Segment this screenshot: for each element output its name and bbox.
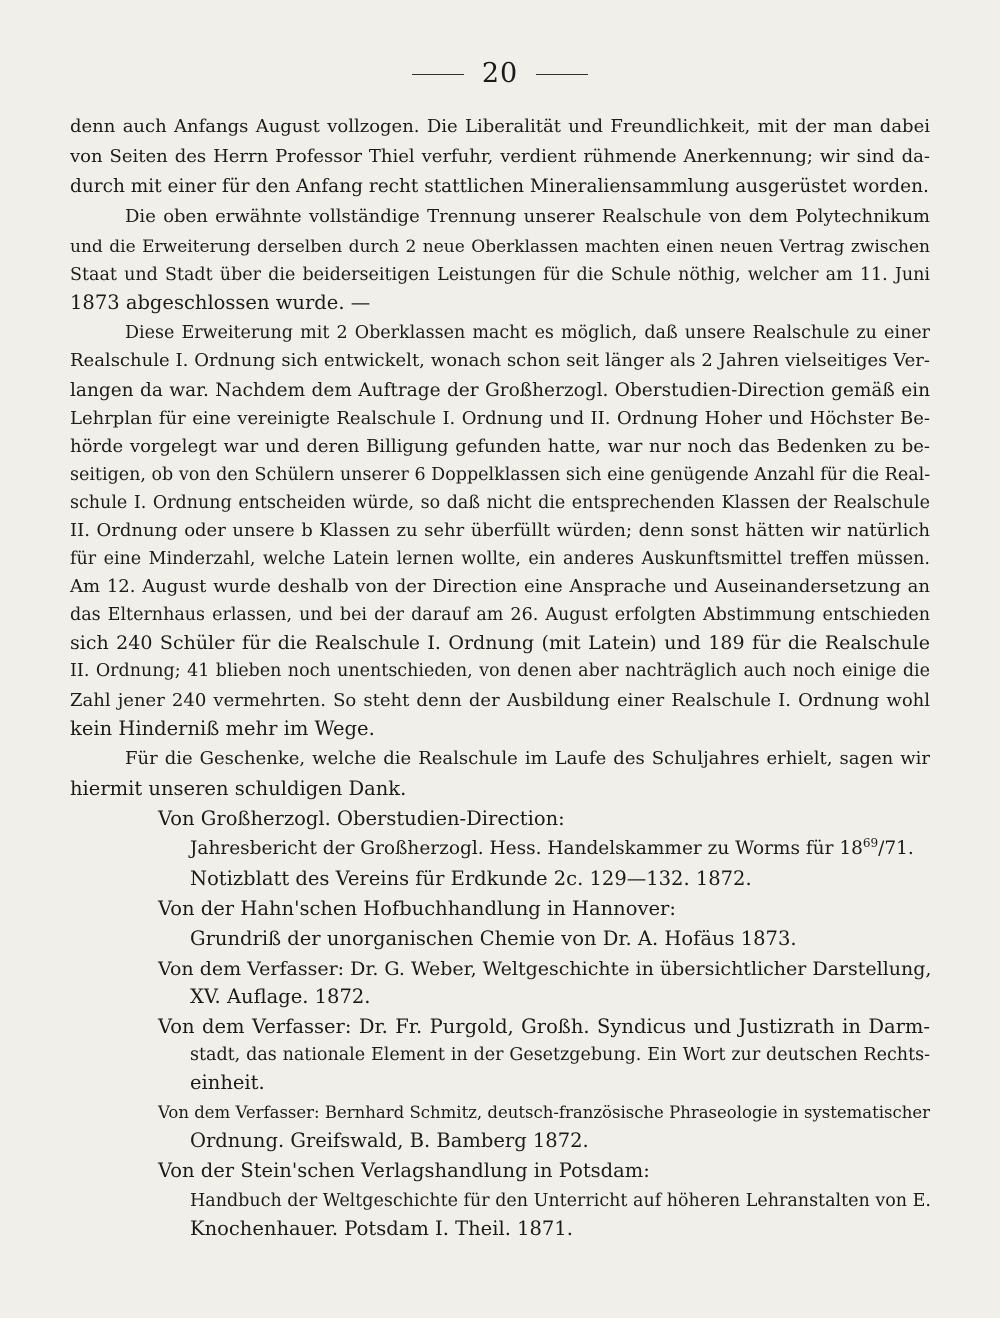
header-rule-left [412,74,464,75]
gift-item-text: Jahresbericht der Großherzogl. Hess. Handelskammer zu Worms für 18 [190,838,863,859]
text-line: denn auch Anfangs August vollzogen. Die Liberalität und Freundlichkeit, mit der man dabei [70,116,930,137]
text-line: von Seiten des Herrn Professor Thiel verfuhr, verdient rühmende Anerkennung; wir sind da- [70,146,930,167]
text-line: II. Ordnung; 41 blieben noch unentschieden, von denen aber nachträglich auch noch einige die [70,661,930,681]
gift-item: stadt, das nationale Element in der Gesetzgebung. Ein Wort zur deutschen Rechts- [190,1045,930,1065]
gift-item [190,836,930,862]
gift-item: Notizblatt des Vereins für Erdkunde 2c. 129—132. 1872. [190,867,752,890]
text-line: Am 12. August wurde deshalb von der Direction eine Ansprache und Auseinandersetzung an [70,576,930,597]
text-line: Diese Erweiterung mit 2 Oberklassen macht es möglich, daß unsere Realschule zu einer [125,323,930,343]
text-line: Lehrplan für eine vereinigte Realschule I. Ordnung und II. Ordnung Hoher und Höchster Be- [70,408,930,429]
text-line: für eine Minderzahl, welche Latein lernen wollte, ein anderes Auskunftsmittel treffen müssen. [70,549,930,569]
gift-item: Ordnung. Greifswald, B. Bamberg 1872. [190,1129,589,1152]
gift-item: XV. Auflage. 1872. [190,985,371,1008]
gift-item: Knochenhauer. Potsdam I. Theil. 1871. [190,1217,573,1240]
text-line: hörde vorgelegt war und deren Billigung gefunden hatte, war nur noch das Bedenken zu be- [70,436,930,457]
gift-donor: Von der Stein'schen Verlagshandlung in Potsdam: [158,1159,650,1182]
page-number: 20 [481,58,519,89]
year-suffix: /71. [878,838,914,859]
text-line: Zahl jener 240 vermehrten. So steht denn der Ausbildung einer Realschule I. Ordnung wohl [70,690,930,711]
text-line: langen da war. Nachdem dem Auftrage der Großherzogl. Oberstudien-Direction gemäß ein [70,380,930,401]
gift-donor: Von Großherzogl. Oberstudien-Direction: [158,807,565,830]
text-line: hiermit unseren schuldigen Dank. [70,777,407,800]
page-header [0,58,1000,89]
text-line: Staat und Stadt über die beiderseitigen Leistungen für die Schule nöthig, welcher am 11. Juni [70,265,930,285]
gift-item: Grundriß der unorganischen Chemie von Dr. A. Hofäus 1873. [190,927,797,950]
gift-donor: Von dem Verfasser: Bernhard Schmitz, deutsch-französische Phraseologie in systematischer [158,1103,930,1122]
text-line: schule I. Ordnung entscheiden würde, so daß nicht die entsprechenden Klassen der Realschule [70,493,930,513]
gift-donor: Von dem Verfasser: Dr. G. Weber, Weltgeschichte in übersichtlicher Darstellung, [158,958,932,980]
text-line: sich 240 Schüler für die Realschule I. Ordnung (mit Latein) und 189 für die Realschule [70,632,930,654]
gift-donor: Von dem Verfasser: Dr. Fr. Purgold, Großh. Syndicus und Justizrath in Darm- [158,1015,930,1038]
text-line: Die oben erwähnte vollständige Trennung unserer Realschule von dem Polytechnikum [125,206,930,227]
text-line: 1873 abgeschlossen wurde. — [70,291,371,314]
text-line: Realschule I. Ordnung sich entwickelt, wonach schon seit länger als 2 Jahren vielseitiges Ver- [70,350,930,371]
header-rule-right [536,74,588,75]
text-line: das Elternhaus erlassen, und bei der darauf am 26. August erfolgten Abstimmung entschieden [70,605,930,625]
text-line: durch mit einer für den Anfang recht stattlichen Mineraliensammlung ausgerüstet worden. [70,176,929,197]
text-line: II. Ordnung oder unsere b Klassen zu sehr überfüllt würden; denn sonst hätten wir natürlich [70,520,930,541]
text-line: und die Erweiterung derselben durch 2 neue Oberklassen machten einen neuen Vertrag zwischen [70,237,930,257]
text-line: Für die Geschenke, welche die Realschule im Laufe des Schuljahres erhielt, sagen wir [125,748,930,769]
gift-donor: Von der Hahn'schen Hofbuchhandlung in Hannover: [158,897,676,920]
text-line: kein Hinderniß mehr im Wege. [70,717,375,740]
gift-item: Handbuch der Weltgeschichte für den Unterricht auf höheren Lehranstalten von E. [190,1191,931,1211]
year-superscript: 69 [862,835,879,850]
text-line: seitigen, ob von den Schülern unserer 6 Doppelklassen sich eine genügende Anzahl für die Real- [70,465,931,485]
gift-item: einheit. [190,1071,265,1094]
